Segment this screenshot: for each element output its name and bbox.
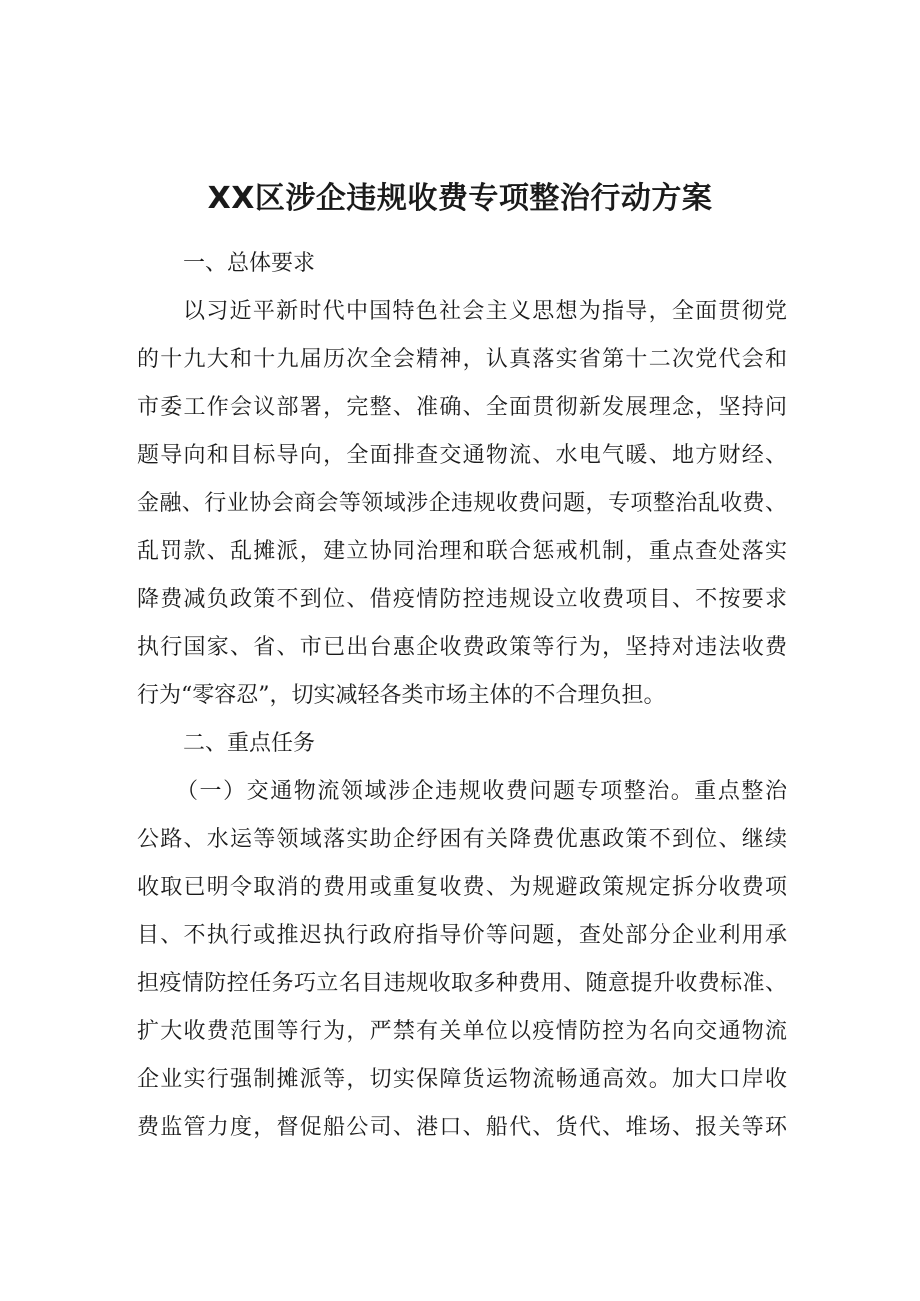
- paragraph-line: 行为“零容忍”，切实减轻各类市场主体的不合理负担。: [137, 683, 666, 708]
- paragraph-line: 执行国家、省、市已出台惠企收费政策等行为，坚持对违法收费: [137, 635, 787, 660]
- section-heading-general-requirements: 一、总体要求: [183, 251, 316, 276]
- paragraph-line: 以习近平新时代中国特色社会主义思想为指导，全面贯彻党: [183, 299, 787, 324]
- paragraph-line: 目、不执行或推迟执行政府指导价等问题，查处部分企业利用承: [137, 923, 787, 948]
- paragraph-line: 担疫情防控任务巧立名目违规收取多种费用、随意提升收费标准、: [137, 971, 787, 996]
- paragraph-line: 题导向和目标导向，全面排查交通物流、水电气暖、地方财经、: [137, 443, 787, 468]
- paragraph-line: 收取已明令取消的费用或重复收费、为规避政策规定拆分收费项: [137, 875, 787, 900]
- paragraph-line: 扩大收费范围等行为，严禁有关单位以疫情防控为名向交通物流: [137, 1019, 787, 1044]
- paragraph-line: 市委工作会议部署，完整、准确、全面贯彻新发展理念，坚持问: [137, 395, 787, 420]
- paragraph-line: 公路、水运等领域落实助企纾困有关降费优惠政策不到位、继续: [137, 827, 787, 852]
- paragraph-line: 企业实行强制摊派等，切实保障货运物流畅通高效。加大口岸收: [137, 1067, 787, 1092]
- paragraph-line: 降费减负政策不到位、借疫情防控违规设立收费项目、不按要求: [137, 587, 787, 612]
- document-title: XX区涉企违规收费专项整治行动方案: [207, 181, 713, 216]
- paragraph-line: 金融、行业协会商会等领域涉企违规收费问题，专项整治乱收费、: [137, 491, 787, 516]
- section-heading-key-tasks: 二、重点任务: [183, 731, 316, 756]
- paragraph-line: 的十九大和十九届历次全会精神，认真落实省第十二次党代会和: [137, 347, 787, 372]
- paragraph-line: 费监管力度，督促船公司、港口、船代、货代、堆场、报关等环: [137, 1115, 787, 1140]
- paragraph-line: （一）交通物流领域涉企违规收费问题专项整治。重点整治: [176, 779, 787, 804]
- paragraph-line: 乱罚款、乱摊派，建立协同治理和联合惩戒机制，重点查处落实: [137, 539, 787, 564]
